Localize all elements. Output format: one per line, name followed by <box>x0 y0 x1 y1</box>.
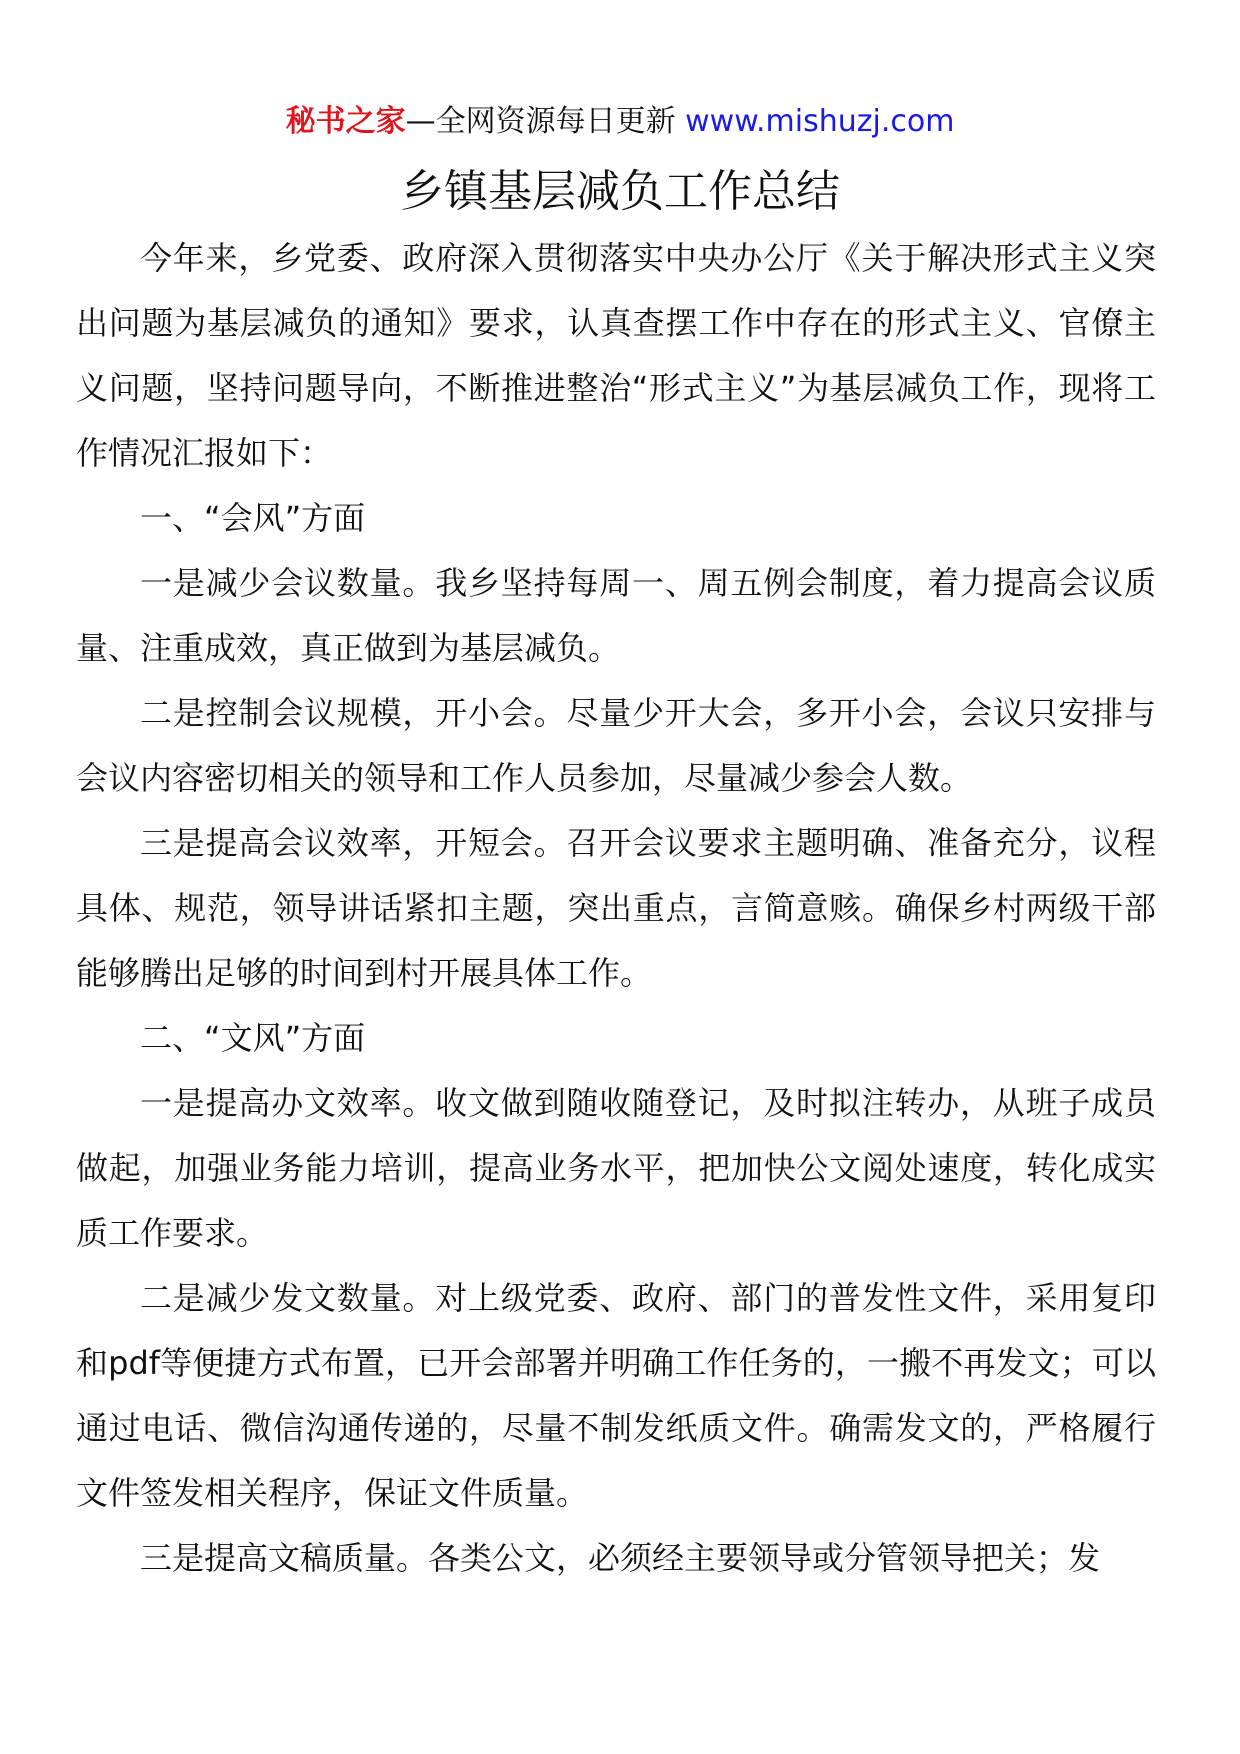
document-title: 乡镇基层减负工作总结 <box>400 166 840 217</box>
body-paragraph: 三是提高会议效率，开短会。召开会议要求主题明确、准备充分，议程具体、规范，领导讲话紧扣主题，突出重点，言简意赅。确保乡村两级干部能够腾出足够的时间到村开展具体工作。 <box>76 824 1156 992</box>
document-body <box>76 226 1156 1591</box>
body-paragraph: 二是减少发文数量。对上级党委、政府、部门的普发性文件，采用复印和pdf等便捷方式布置，已开会部署并明确工作任务的，一搬不再发文；可以通过电话、微信沟通传递的，尽量不制发纸质文件。确需发文的，严格履行文件签发相关程序，保证文件质量。 <box>76 1279 1156 1512</box>
site-header <box>0 102 1240 142</box>
intro-paragraph: 今年来，乡党委、政府深入贯彻落实中央办公厅《关于解决形式主义突出问题为基层减负的通知》要求，认真查摆工作中存在的形式主义、官僚主义问题，坚持问题导向，不断推进整治“形式主义”为基层减负工作，现将工作情况汇报如下： <box>76 239 1156 472</box>
section-heading-writing-style: 二、“文风”方面 <box>140 1019 366 1057</box>
body-paragraph: 一是减少会议数量。我乡坚持每周一、周五例会制度，着力提高会议质量、注重成效，真正做到为基层减负。 <box>76 564 1156 667</box>
section-heading-meeting-style: 一、“会风”方面 <box>140 499 366 537</box>
body-paragraph: 二是控制会议规模，开小会。尽量少开大会，多开小会，会议只安排与会议内容密切相关的领导和工作人员参加，尽量减少参会人数。 <box>76 694 1156 797</box>
site-tagline: —全网资源每日更新 <box>405 104 686 139</box>
site-url-link[interactable]: www.mishuzj.com <box>685 104 955 139</box>
body-paragraph: 三是提高文稿质量。各类公文，必须经主要领导或分管领导把关；发 <box>140 1539 1101 1577</box>
brand-name: 秘书之家 <box>285 104 406 139</box>
body-paragraph: 一是提高办文效率。收文做到随收随登记，及时拟注转办，从班子成员做起，加强业务能力培训，提高业务水平，把加快公文阅处速度，转化成实质工作要求。 <box>76 1084 1156 1252</box>
